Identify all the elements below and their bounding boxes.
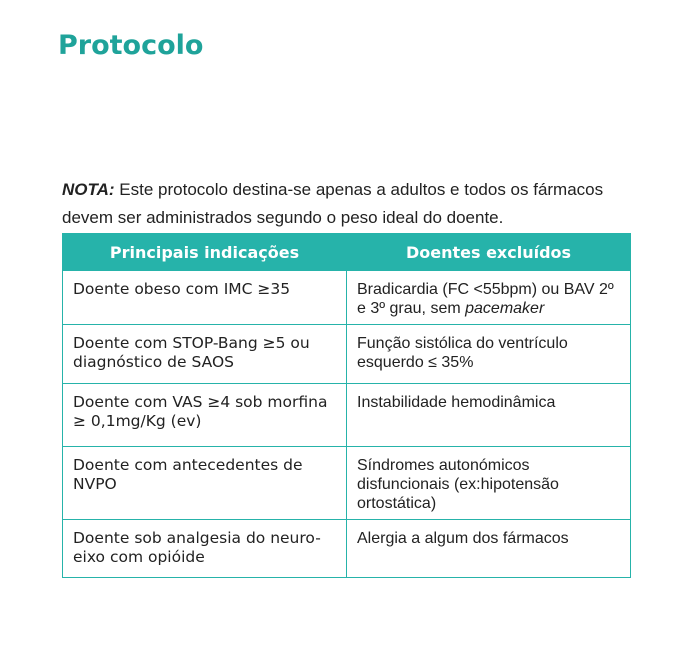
cropped-heading-fragment (110, 0, 580, 4)
indication-cell: Doente com antecedentes de NVPO (63, 447, 347, 520)
excluded-cell: Função sistólica do ventrículo esquerdo ≤ 35% (347, 325, 631, 384)
table-row (63, 520, 631, 578)
table-row (63, 325, 631, 384)
excluded-cell: Síndromes autonómicos disfuncionais (ex:hipotensão ortostática) (347, 447, 631, 520)
excluded-cell: Alergia a algum dos fármacos (347, 520, 631, 578)
excluded-text: Bradicardia (FC <55bpm) ou BAV 2º e 3º grau, sem (357, 281, 614, 317)
excluded-emphasis: pacemaker (465, 300, 545, 317)
protocol-note (62, 176, 652, 232)
excluded-cell (347, 271, 631, 325)
table-header-row (63, 234, 631, 271)
note-text: Este protocolo destina-se apenas a adultos e todos os fármacos devem ser administrados segundo o peso ideal do doente. (62, 180, 604, 227)
table-row (63, 271, 631, 325)
indication-cell: Doente obeso com IMC ≥35 (63, 271, 347, 325)
note-label: NOTA: (62, 180, 115, 199)
indication-cell: Doente com STOP-Bang ≥5 ou diagnóstico de SAOS (63, 325, 347, 384)
table-row (63, 384, 631, 447)
indication-cell: Doente com VAS ≥4 sob morfina ≥ 0,1mg/Kg (ev) (63, 384, 347, 447)
indication-cell: Doente sob analgesia do neuro-eixo com opióide (63, 520, 347, 578)
header-principais-indicacoes: Principais indicações (63, 234, 347, 271)
protocol-table (62, 233, 631, 578)
excluded-cell: Instabilidade hemodinâmica (347, 384, 631, 447)
header-doentes-excluidos: Doentes excluídos (347, 234, 631, 271)
table-row (63, 447, 631, 520)
page-title: Protocolo (58, 30, 204, 61)
